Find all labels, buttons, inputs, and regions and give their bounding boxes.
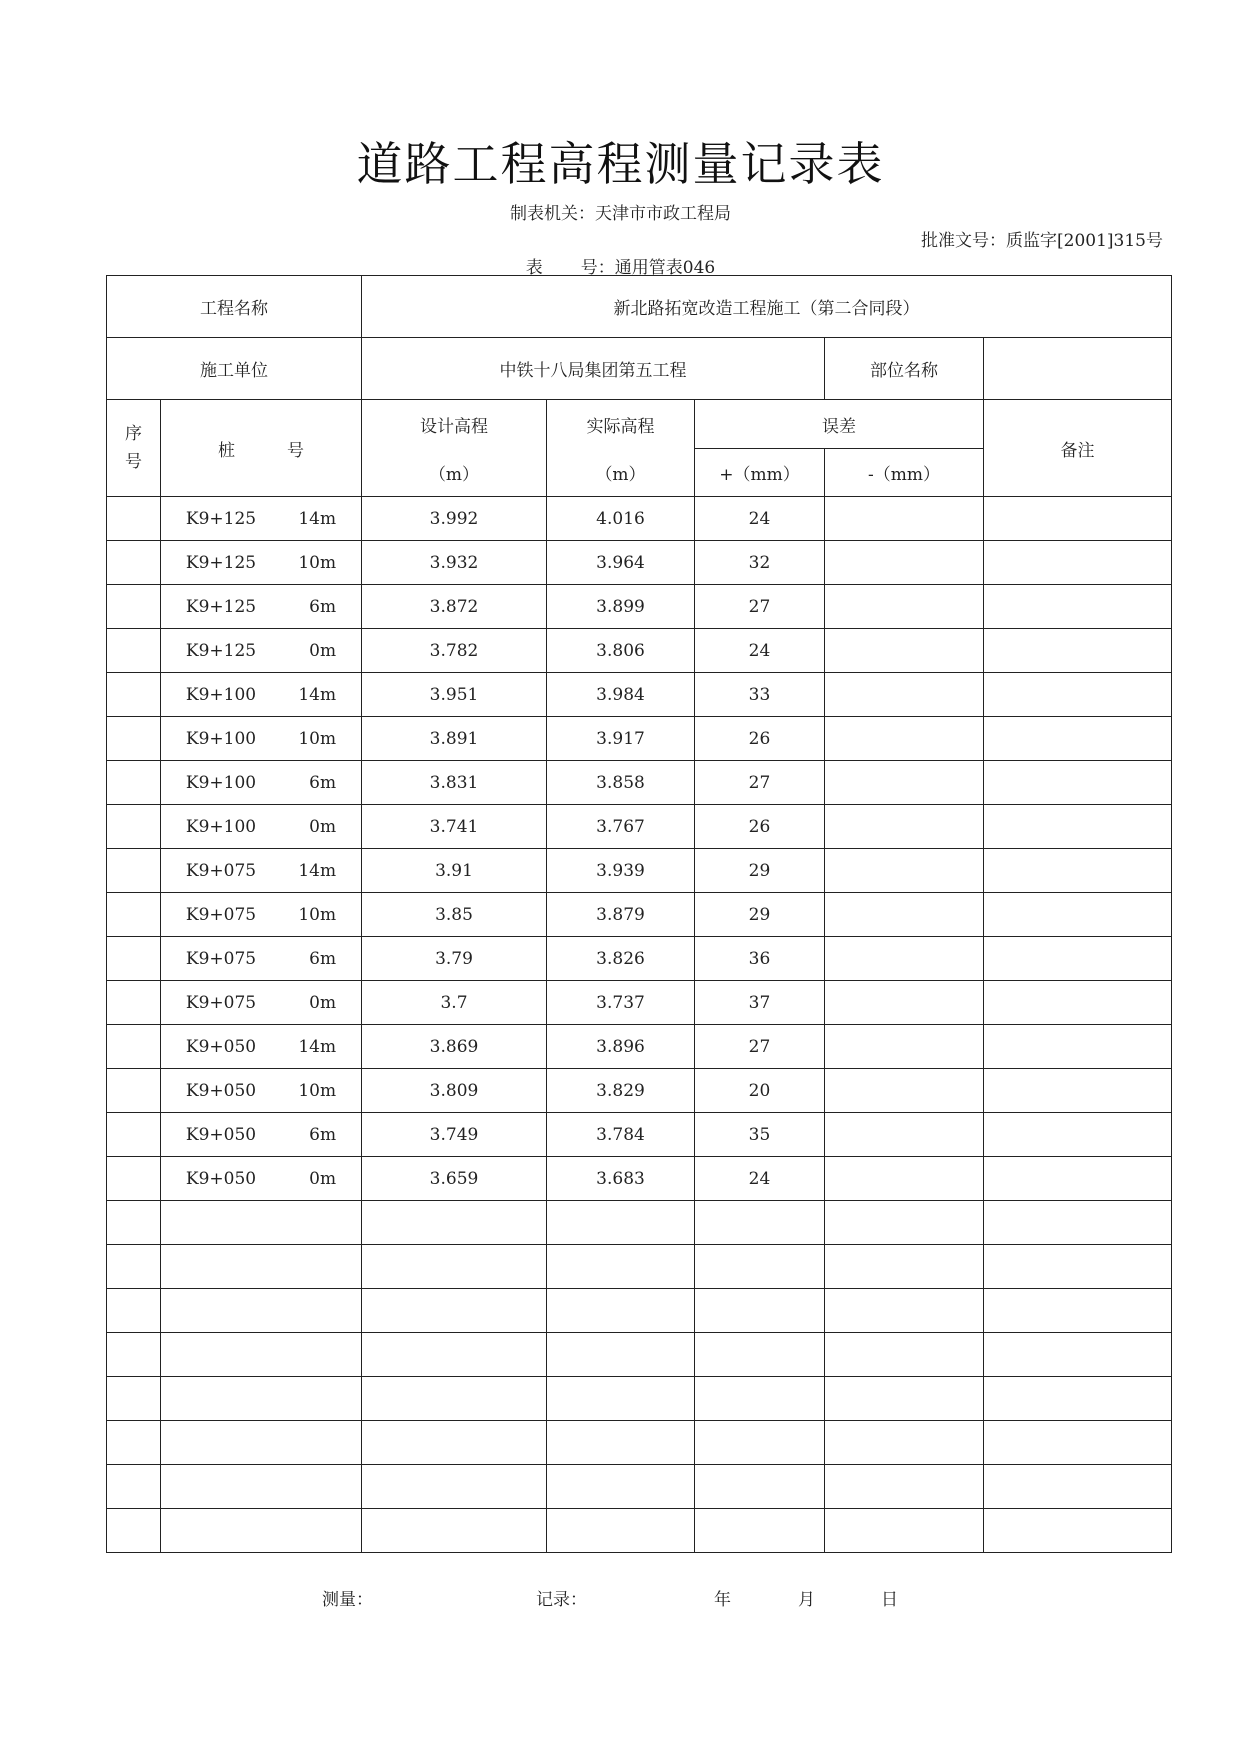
actual-elevation-cell: 3.917 xyxy=(547,717,695,761)
stake-number: K9+075 xyxy=(185,860,257,881)
actual-elevation-cell: 3.737 xyxy=(547,981,695,1025)
table-row xyxy=(107,1465,1172,1509)
stake-cell xyxy=(161,673,362,717)
design-elevation-cell: 3.891 xyxy=(362,717,547,761)
actual-elevation-cell xyxy=(547,1201,695,1245)
actual-elevation-cell: 3.806 xyxy=(547,629,695,673)
table-row xyxy=(107,1069,1172,1113)
error-minus-cell xyxy=(825,1509,984,1553)
header-seq-b: 号 xyxy=(125,452,142,472)
actual-elevation-cell: 3.899 xyxy=(547,585,695,629)
remark-cell xyxy=(984,1157,1172,1201)
stake-number: K9+100 xyxy=(185,772,257,793)
header-stake-b: 号 xyxy=(287,440,304,461)
error-plus-cell xyxy=(695,1201,825,1245)
design-elevation-cell: 3.7 xyxy=(362,981,547,1025)
stake-number: K9+100 xyxy=(185,816,257,837)
month-label: 月 xyxy=(798,1590,815,1610)
error-minus-cell xyxy=(825,585,984,629)
remark-cell xyxy=(984,981,1172,1025)
header-remark: 备注 xyxy=(984,400,1172,497)
error-plus-cell: 26 xyxy=(695,805,825,849)
seq-cell xyxy=(107,541,161,585)
table-row xyxy=(107,1377,1172,1421)
error-plus-cell xyxy=(695,1377,825,1421)
contractor-row xyxy=(107,338,1172,400)
stake-number: K9+050 xyxy=(185,1168,257,1189)
seq-cell xyxy=(107,673,161,717)
error-plus-cell xyxy=(695,1465,825,1509)
stake-cell xyxy=(161,981,362,1025)
error-minus-cell xyxy=(825,1025,984,1069)
error-minus-cell xyxy=(825,849,984,893)
design-elevation-cell xyxy=(362,1465,547,1509)
table-row xyxy=(107,805,1172,849)
design-elevation-cell xyxy=(362,1421,547,1465)
header-plus: +（mm） xyxy=(695,449,825,497)
actual-elevation-cell xyxy=(547,1509,695,1553)
remark-cell xyxy=(984,937,1172,981)
stake-cell xyxy=(161,1333,362,1377)
stake-number: K9+125 xyxy=(185,508,257,529)
stake-cell xyxy=(161,761,362,805)
actual-elevation-cell: 3.826 xyxy=(547,937,695,981)
actual-elevation-cell: 3.784 xyxy=(547,1113,695,1157)
project-name-row xyxy=(107,276,1172,338)
error-plus-cell: 33 xyxy=(695,673,825,717)
stake-number: K9+050 xyxy=(185,1036,257,1057)
design-elevation-cell xyxy=(362,1289,547,1333)
table-row xyxy=(107,1201,1172,1245)
header-stake xyxy=(161,400,362,497)
remark-cell xyxy=(984,1245,1172,1289)
stake-offset: 0m xyxy=(309,640,337,661)
remark-cell xyxy=(984,629,1172,673)
error-minus-cell xyxy=(825,1201,984,1245)
design-elevation-cell xyxy=(362,1201,547,1245)
design-elevation-cell xyxy=(362,1377,547,1421)
error-plus-cell xyxy=(695,1421,825,1465)
design-elevation-cell: 3.79 xyxy=(362,937,547,981)
stake-offset: 0m xyxy=(309,816,337,837)
remark-cell xyxy=(984,1201,1172,1245)
error-minus-cell xyxy=(825,1245,984,1289)
stake-cell xyxy=(161,1289,362,1333)
remark-cell xyxy=(984,1025,1172,1069)
recorder-label: 记录： xyxy=(536,1590,587,1610)
remark-cell xyxy=(984,497,1172,541)
actual-elevation-cell: 3.939 xyxy=(547,849,695,893)
error-minus-cell xyxy=(825,717,984,761)
stake-number: K9+075 xyxy=(185,904,257,925)
table-row xyxy=(107,497,1172,541)
seq-cell xyxy=(107,805,161,849)
seq-cell xyxy=(107,1113,161,1157)
header-error: 误差 xyxy=(695,400,984,449)
error-minus-cell xyxy=(825,761,984,805)
remark-cell xyxy=(984,1333,1172,1377)
part-name-label: 部位名称 xyxy=(825,338,984,400)
seq-cell xyxy=(107,1069,161,1113)
error-minus-cell xyxy=(825,1377,984,1421)
seq-cell xyxy=(107,849,161,893)
stake-cell xyxy=(161,1377,362,1421)
stake-offset: 6m xyxy=(309,1124,337,1145)
error-plus-cell xyxy=(695,1333,825,1377)
header-stake-a: 桩 xyxy=(218,440,235,461)
seq-cell xyxy=(107,937,161,981)
design-elevation-cell xyxy=(362,1245,547,1289)
actual-elevation-cell: 3.964 xyxy=(547,541,695,585)
remark-cell xyxy=(984,717,1172,761)
design-elevation-cell xyxy=(362,1333,547,1377)
actual-elevation-cell: 3.858 xyxy=(547,761,695,805)
seq-cell xyxy=(107,1025,161,1069)
project-name-value: 新北路拓宽改造工程施工（第二合同段） xyxy=(362,276,1172,338)
error-minus-cell xyxy=(825,805,984,849)
stake-offset: 0m xyxy=(309,992,337,1013)
stake-cell xyxy=(161,937,362,981)
stake-offset: 10m xyxy=(298,1080,337,1101)
table-row xyxy=(107,1245,1172,1289)
table-row xyxy=(107,585,1172,629)
seq-cell xyxy=(107,1245,161,1289)
actual-elevation-cell: 4.016 xyxy=(547,497,695,541)
contractor-value: 中铁十八局集团第五工程 xyxy=(362,338,825,400)
error-minus-cell xyxy=(825,1069,984,1113)
error-minus-cell xyxy=(825,497,984,541)
part-name-value xyxy=(984,338,1172,400)
design-elevation-cell: 3.85 xyxy=(362,893,547,937)
stake-offset: 10m xyxy=(298,728,337,749)
table-row xyxy=(107,937,1172,981)
design-elevation-cell xyxy=(362,1509,547,1553)
stake-number: K9+125 xyxy=(185,596,257,617)
issuing-authority: 制表机关：天津市市政工程局 xyxy=(510,204,731,224)
seq-cell xyxy=(107,1157,161,1201)
actual-elevation-cell xyxy=(547,1421,695,1465)
stake-cell xyxy=(161,849,362,893)
error-minus-cell xyxy=(825,1113,984,1157)
header-design: 设计高程 xyxy=(362,400,547,449)
error-minus-cell xyxy=(825,1465,984,1509)
remark-cell xyxy=(984,805,1172,849)
remark-cell xyxy=(984,1465,1172,1509)
stake-cell xyxy=(161,497,362,541)
remark-cell xyxy=(984,1069,1172,1113)
table-row xyxy=(107,1113,1172,1157)
error-plus-cell: 27 xyxy=(695,585,825,629)
table-row xyxy=(107,1289,1172,1333)
error-minus-cell xyxy=(825,1421,984,1465)
stake-offset: 14m xyxy=(298,684,337,705)
remark-cell xyxy=(984,1421,1172,1465)
design-elevation-cell: 3.951 xyxy=(362,673,547,717)
header-seq xyxy=(107,400,161,497)
actual-elevation-cell: 3.829 xyxy=(547,1069,695,1113)
stake-number: K9+100 xyxy=(185,684,257,705)
year-label: 年 xyxy=(714,1590,731,1610)
stake-cell xyxy=(161,1245,362,1289)
error-plus-cell: 27 xyxy=(695,1025,825,1069)
seq-cell xyxy=(107,761,161,805)
project-name-label: 工程名称 xyxy=(107,276,362,338)
remark-cell xyxy=(984,761,1172,805)
stake-number: K9+075 xyxy=(185,948,257,969)
design-elevation-cell: 3.741 xyxy=(362,805,547,849)
header-actual-unit: （m） xyxy=(547,449,695,497)
error-minus-cell xyxy=(825,541,984,585)
remark-cell xyxy=(984,673,1172,717)
error-plus-cell: 20 xyxy=(695,1069,825,1113)
table-row xyxy=(107,629,1172,673)
stake-cell xyxy=(161,893,362,937)
stake-offset: 14m xyxy=(298,508,337,529)
design-elevation-cell: 3.782 xyxy=(362,629,547,673)
stake-cell xyxy=(161,1509,362,1553)
actual-elevation-cell: 3.879 xyxy=(547,893,695,937)
stake-number: K9+125 xyxy=(185,552,257,573)
stake-cell xyxy=(161,1113,362,1157)
stake-cell xyxy=(161,629,362,673)
contractor-label: 施工单位 xyxy=(107,338,362,400)
stake-cell xyxy=(161,717,362,761)
stake-cell xyxy=(161,1069,362,1113)
stake-offset: 10m xyxy=(298,904,337,925)
seq-cell xyxy=(107,585,161,629)
error-minus-cell xyxy=(825,1333,984,1377)
stake-cell xyxy=(161,585,362,629)
table-row xyxy=(107,1025,1172,1069)
seq-cell xyxy=(107,1509,161,1553)
seq-cell xyxy=(107,717,161,761)
table-row xyxy=(107,717,1172,761)
table-row xyxy=(107,981,1172,1025)
header-actual: 实际高程 xyxy=(547,400,695,449)
error-plus-cell: 36 xyxy=(695,937,825,981)
error-plus-cell: 37 xyxy=(695,981,825,1025)
design-elevation-cell: 3.992 xyxy=(362,497,547,541)
page-title: 道路工程高程测量记录表 xyxy=(356,137,885,191)
table-row xyxy=(107,1509,1172,1553)
remark-cell xyxy=(984,1289,1172,1333)
error-plus-cell xyxy=(695,1289,825,1333)
error-plus-cell xyxy=(695,1245,825,1289)
stake-offset: 6m xyxy=(309,596,337,617)
stake-cell xyxy=(161,1465,362,1509)
actual-elevation-cell: 3.896 xyxy=(547,1025,695,1069)
table-row xyxy=(107,849,1172,893)
error-plus-cell: 32 xyxy=(695,541,825,585)
form-number-label-b: 号：通用管表046 xyxy=(580,258,716,278)
stake-offset: 6m xyxy=(309,948,337,969)
actual-elevation-cell xyxy=(547,1465,695,1509)
stake-offset: 14m xyxy=(298,860,337,881)
table-row xyxy=(107,1421,1172,1465)
remark-cell xyxy=(984,893,1172,937)
actual-elevation-cell: 3.984 xyxy=(547,673,695,717)
stake-number: K9+050 xyxy=(185,1080,257,1101)
error-plus-cell: 26 xyxy=(695,717,825,761)
seq-cell xyxy=(107,1201,161,1245)
seq-cell xyxy=(107,1421,161,1465)
table-row xyxy=(107,1333,1172,1377)
stake-cell xyxy=(161,541,362,585)
header-row-1 xyxy=(107,400,1172,449)
remark-cell xyxy=(984,541,1172,585)
error-minus-cell xyxy=(825,937,984,981)
design-elevation-cell: 3.932 xyxy=(362,541,547,585)
elevation-record-table xyxy=(106,275,1172,1553)
surveyor-label: 测量： xyxy=(322,1590,373,1610)
error-plus-cell: 24 xyxy=(695,497,825,541)
stake-number: K9+100 xyxy=(185,728,257,749)
remark-cell xyxy=(984,1377,1172,1421)
seq-cell xyxy=(107,1377,161,1421)
seq-cell xyxy=(107,497,161,541)
approval-number: 批准文号：质监字[2001]315号 xyxy=(921,231,1163,251)
error-minus-cell xyxy=(825,629,984,673)
error-plus-cell: 35 xyxy=(695,1113,825,1157)
error-minus-cell xyxy=(825,1289,984,1333)
error-plus-cell: 29 xyxy=(695,893,825,937)
error-plus-cell: 24 xyxy=(695,629,825,673)
table-row xyxy=(107,541,1172,585)
remark-cell xyxy=(984,1509,1172,1553)
stake-cell xyxy=(161,1421,362,1465)
actual-elevation-cell xyxy=(547,1333,695,1377)
table-row xyxy=(107,893,1172,937)
design-elevation-cell: 3.831 xyxy=(362,761,547,805)
table-row xyxy=(107,761,1172,805)
form-number-label-a: 表 xyxy=(525,258,543,278)
remark-cell xyxy=(984,1113,1172,1157)
design-elevation-cell: 3.659 xyxy=(362,1157,547,1201)
day-label: 日 xyxy=(881,1590,898,1610)
stake-cell xyxy=(161,1201,362,1245)
stake-cell xyxy=(161,1157,362,1201)
stake-offset: 10m xyxy=(298,552,337,573)
actual-elevation-cell xyxy=(547,1245,695,1289)
stake-offset: 6m xyxy=(309,772,337,793)
seq-cell xyxy=(107,629,161,673)
error-minus-cell xyxy=(825,981,984,1025)
actual-elevation-cell: 3.767 xyxy=(547,805,695,849)
remark-cell xyxy=(984,585,1172,629)
seq-cell xyxy=(107,981,161,1025)
design-elevation-cell: 3.91 xyxy=(362,849,547,893)
error-plus-cell: 24 xyxy=(695,1157,825,1201)
design-elevation-cell: 3.869 xyxy=(362,1025,547,1069)
error-minus-cell xyxy=(825,1157,984,1201)
table-row xyxy=(107,673,1172,717)
table-row xyxy=(107,1157,1172,1201)
design-elevation-cell: 3.809 xyxy=(362,1069,547,1113)
header-seq-a: 序 xyxy=(125,424,142,444)
stake-number: K9+075 xyxy=(185,992,257,1013)
seq-cell xyxy=(107,1289,161,1333)
stake-number: K9+125 xyxy=(185,640,257,661)
stake-offset: 0m xyxy=(309,1168,337,1189)
design-elevation-cell: 3.872 xyxy=(362,585,547,629)
header-minus: -（mm） xyxy=(825,449,984,497)
seq-cell xyxy=(107,1333,161,1377)
error-plus-cell: 27 xyxy=(695,761,825,805)
stake-cell xyxy=(161,805,362,849)
header-design-unit: （m） xyxy=(362,449,547,497)
error-plus-cell xyxy=(695,1509,825,1553)
stake-offset: 14m xyxy=(298,1036,337,1057)
remark-cell xyxy=(984,849,1172,893)
seq-cell xyxy=(107,893,161,937)
error-plus-cell: 29 xyxy=(695,849,825,893)
error-minus-cell xyxy=(825,893,984,937)
actual-elevation-cell xyxy=(547,1377,695,1421)
stake-number: K9+050 xyxy=(185,1124,257,1145)
error-minus-cell xyxy=(825,673,984,717)
seq-cell xyxy=(107,1465,161,1509)
design-elevation-cell: 3.749 xyxy=(362,1113,547,1157)
stake-cell xyxy=(161,1025,362,1069)
actual-elevation-cell xyxy=(547,1289,695,1333)
actual-elevation-cell: 3.683 xyxy=(547,1157,695,1201)
